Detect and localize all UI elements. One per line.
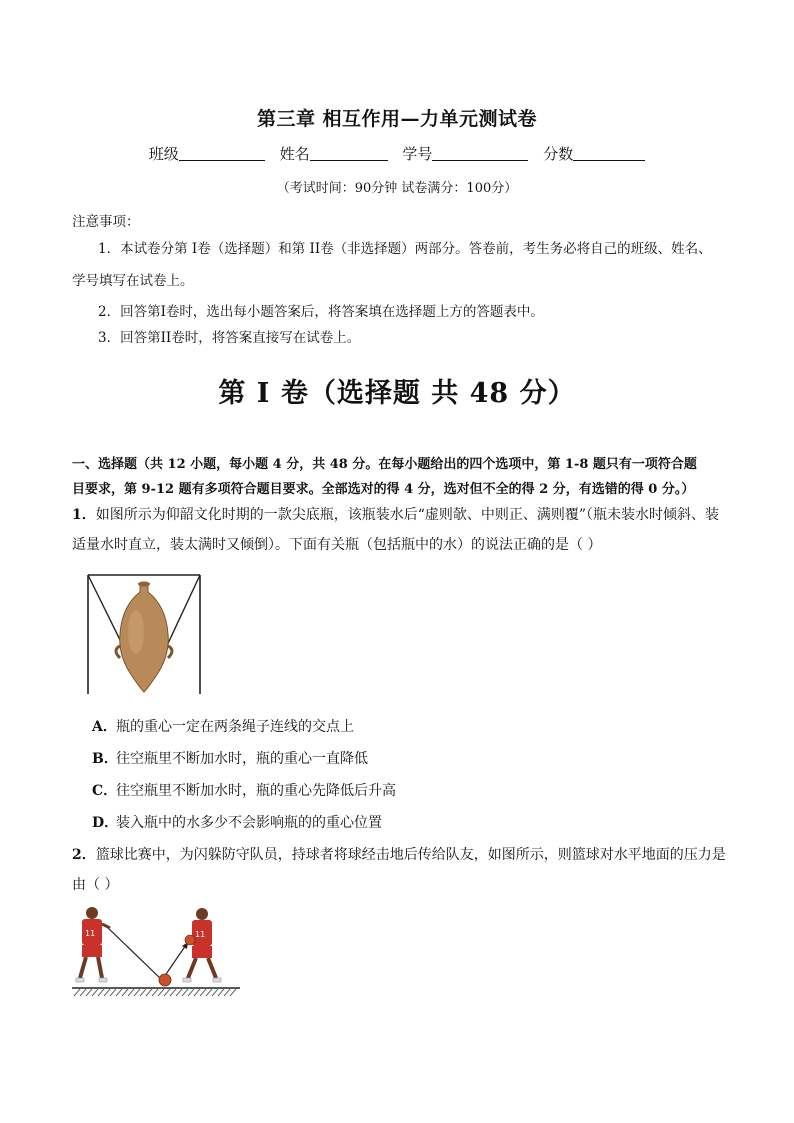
class-label: 班级 [148, 145, 179, 163]
question-2 [72, 840, 732, 900]
question-number: 1． [72, 507, 96, 523]
id-label: 学号 [402, 145, 433, 163]
question-text-line-1: 如图所示为仰韶文化时期的一款尖底瓶，该瓶装水后“虚则欹、中则正、满则覆”（瓶未装水时倾斜、装 [95, 507, 720, 523]
question-text-line-2: 由（ ） [72, 877, 119, 893]
question-text-line-2: 适量水时直立，装太满时又倾倒）。下面有关瓶（包括瓶中的水）的说法正确的是（ ） [72, 537, 602, 553]
student-info-line [0, 143, 794, 164]
page-title: 第三章 相互作用—力单元测试卷 [256, 108, 538, 130]
question-number: 2． [72, 847, 96, 863]
note-item: 2．回答第I卷时，选出每小题答案后，将答案填在选择题上方的答题表中。 [98, 304, 544, 320]
class-field[interactable] [179, 146, 265, 161]
note-item: 1．本试卷分第 I卷（选择题）和第 II卷（非选择题）两部分。答卷前，考生务必将自己的班级、姓名、 [98, 241, 712, 257]
note-item: 3．回答第II卷时，将答案直接写在试卷上。 [98, 330, 361, 346]
option-c[interactable]: C．往空瓶里不断加水时，瓶的重心先降低后升高 [92, 783, 396, 799]
question-1 [72, 500, 732, 560]
vase-figure [86, 572, 202, 696]
question-text-line-1: 篮球比赛中，为闪躲防守队员，持球者将球经击地后传给队友，如图所示，则篮球对水平地面的压力是 [95, 847, 726, 863]
section-instructions [72, 452, 732, 502]
notes-title: 注意事项： [72, 214, 140, 230]
note-item: 学号填写在试卷上。 [72, 273, 194, 289]
option-b[interactable]: B．往空瓶里不断加水时，瓶的重心一直降低 [92, 751, 368, 767]
basketball-figure [70, 904, 242, 998]
section-line-2: 目要求，第 9-12 题有多项符合题目要求。全部选对的得 4 分，选对但不全的得 2 分，有选错的得 0 分。） [72, 482, 695, 497]
option-a[interactable]: A．瓶的重心一定在两条绳子连线的交点上 [92, 719, 354, 735]
jersey-number-right: 11 [195, 930, 206, 939]
option-d[interactable]: D．装入瓶中的水多少不会影响瓶的的重心位置 [92, 815, 382, 831]
score-label: 分数 [543, 145, 574, 163]
jersey-number-left: 11 [85, 929, 96, 938]
name-label: 姓名 [279, 145, 310, 163]
score-field[interactable] [573, 146, 645, 161]
section-line-1: 一、选择题（共 12 小题，每小题 4 分，共 48 分。在每小题给出的四个选项中，第 1-8 题只有一项符合题 [72, 457, 697, 472]
part-title: 第 I 卷（选择题 共 48 分） [218, 378, 576, 409]
name-field[interactable] [310, 146, 388, 161]
exam-meta: （考试时间：90分钟 试卷满分：100分） [276, 181, 518, 196]
id-field[interactable] [432, 146, 528, 161]
